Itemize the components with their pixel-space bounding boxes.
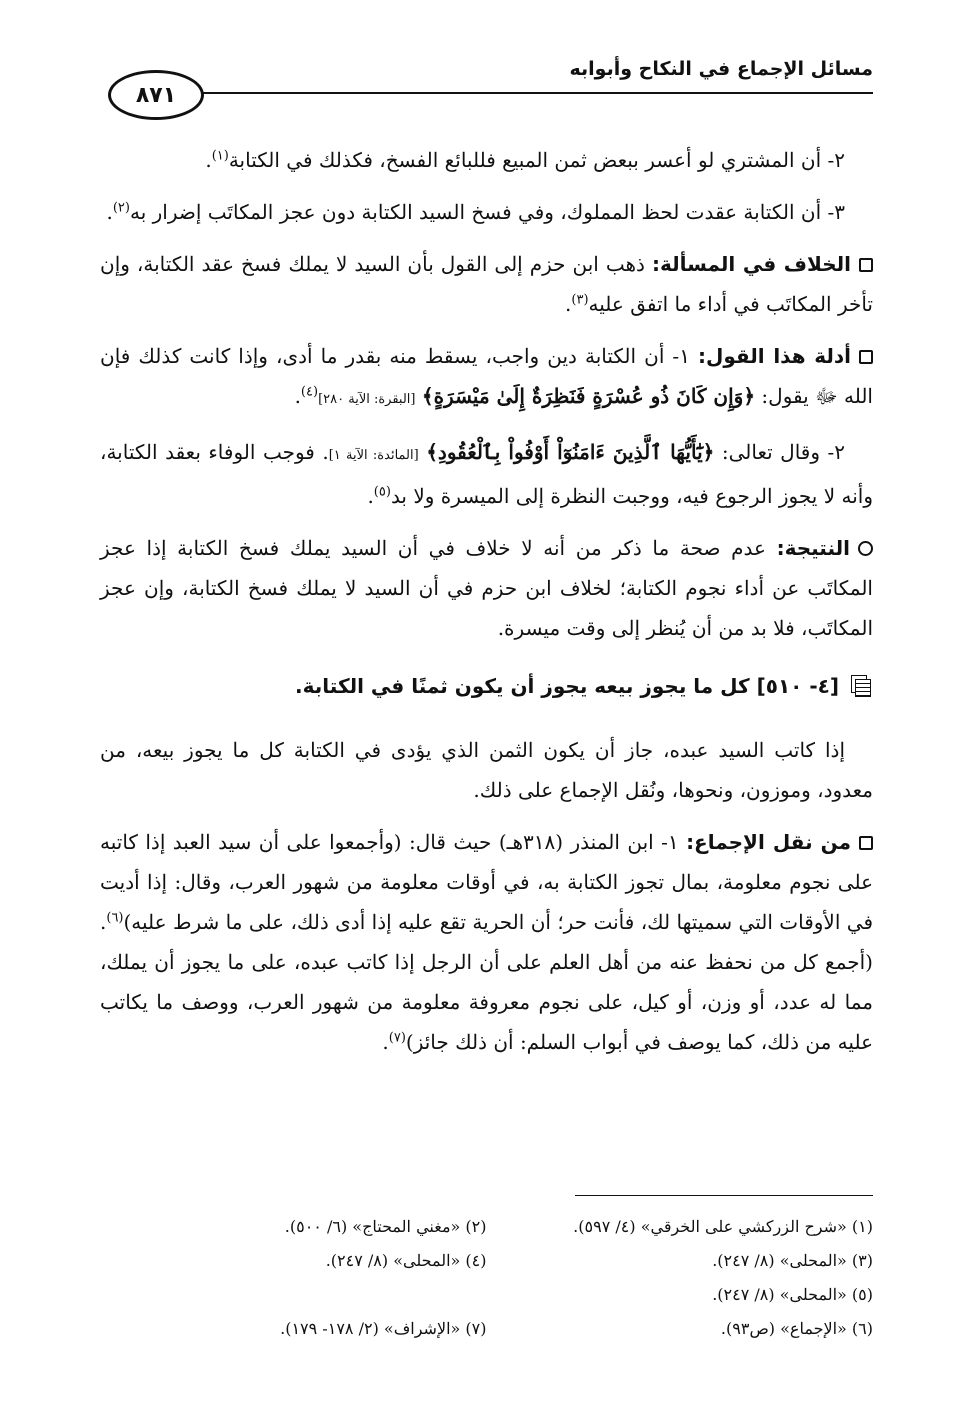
running-header-title: مسائل الإجماع في النكاح وأبوابه (569, 58, 873, 80)
quran-verse: ﴿وَإِن كَانَ ذُو عُسْرَةٍ فَنَظِرَةٌ إِلَىٰ مَيْسَرَةٍ﴾ (421, 384, 756, 408)
footnote-6: (٦) «الإجماع» (ص٩٣). (720, 1319, 873, 1338)
footnote-empty (100, 1278, 487, 1312)
footnote-ref-6[interactable]: (٦) (106, 910, 124, 926)
footnote-ref-4[interactable]: (٤) (300, 384, 319, 400)
footnote-2: (٢) «مغني المحتاج» (٦/ ٥٠٠). (284, 1217, 487, 1236)
paragraph-result: النتيجة: عدم صحة ما ذكر من أنه لا خلاف في أن السيد يملك فسخ الكتابة إذا عجز المكاتَب عن أداء نجوم الكتابة؛ لخلاف ابن حزم في أن السيد لا يملك فسخ الكتابة، وإن عجز المكاتَب، فلا بد من أن يُنظر إلى وقت ميسرة. (100, 536, 873, 640)
footnote-4: (٤) «المحلى» (٨/ ٢٤٧). (325, 1251, 487, 1270)
footnote-separator (575, 1195, 873, 1196)
footnote-ref-3[interactable]: (٣) (571, 292, 589, 308)
footnote-ref-1[interactable]: (١) (211, 148, 229, 164)
footnote-1: (١) «شرح الزركشي على الخرقي» (٤/ ٥٩٧). (573, 1217, 873, 1236)
footnote-ref-5[interactable]: (٥) (373, 484, 391, 500)
square-bullet-icon (859, 350, 873, 364)
verse-reference: [البقرة: الآية ٢٨٠] (318, 392, 416, 407)
paragraph-disagreement: الخلاف في المسألة: ذهب ابن حزم إلى القول بأن السيد لا يملك فسخ عقد الكتابة، وإن تأخر المكاتَب في أداء ما اتفق عليه$^{(٣)}$. (100, 252, 873, 316)
paragraph-consensus: من نقل الإجماع: ١- ابن المنذر (٣١٨هـ) حيث قال: (وأجمعوا على أن سيد العبد إذا كاتبه على نجوم معلومة، بمال تجوز الكتابة به، في أوقات معلومة من شهور العرب، وقال: إذا أديت في الأوقات التي سميتها لك، فأنت حر؛ أن الحرية تقع عليه إذا أدى ذلك، على ما شرط عليه)$^{(٦)}$. (أجمع كل من نحفظ عنه من أهل العلم على أن الرجل إذا كاتب عبده، على ما يجوز أن يملك، مما له عدد، أو وزن، أو كيل، على نجوم معروفة معلومة من شهور العرب، ووصف ما يكاتب عليه من ذلك، كما يوصف في أبواب السلم: أن ذلك جائز)$^{(٧)}$. (100, 830, 873, 1054)
footnote-ref-7[interactable]: (٧) (388, 1030, 406, 1046)
section-heading (100, 666, 873, 706)
footnote-row (100, 1278, 873, 1312)
paragraph-intro: إذا كاتب السيد عبده، جاز أن يكون الثمن الذي يؤدى في الكتابة كل ما يجوز بيعه، من معدود، وموزون، ونحوها، ونُقل الإجماع على ذلك. (100, 738, 873, 802)
header-rule (200, 92, 873, 94)
label-evidence: أدلة هذا القول: (698, 344, 852, 368)
paragraph-point-2: ٢- أن المشتري لو أعسر ببعض ثمن المبيع فللبائع الفسخ، فكذلك في الكتابة$^{(١)}$. (205, 148, 845, 172)
footnote-row (100, 1312, 873, 1346)
footnote-row (100, 1210, 873, 1244)
circle-bullet-icon (858, 541, 873, 556)
paragraph-evidence: أدلة هذا القول: ١- أن الكتابة دين واجب، يسقط منه بقدر ما أدى، وإذا كانت كذلك فإن الله ﷻ يقول: ﴿وَإِن كَانَ ذُو عُسْرَةٍ فَنَظِرَةٌ إِلَىٰ مَيْسَرَةٍ﴾ [البقرة: الآية ٢٨٠]$^{(٤)}$. (100, 344, 873, 408)
main-text (100, 140, 873, 1074)
footnote-5: (٥) «المحلى» (٨/ ٢٤٧). (712, 1285, 873, 1304)
footnote-7: (٧) «الإشراف» (٢/ ١٧٨- ١٧٩). (280, 1319, 487, 1338)
section-heading-text: [٤- ٥١٠] كل ما يجوز بيعه يجوز أن يكون ثمنًا في الكتابة. (295, 674, 839, 698)
verse-reference: [المائدة: الآية ١] (328, 448, 419, 463)
page-number: ٨٧١ (108, 70, 204, 120)
footnotes (100, 1210, 873, 1346)
square-bullet-icon (859, 258, 873, 272)
footnote-3: (٣) «المحلى» (٨/ ٢٤٧). (712, 1251, 873, 1270)
paragraph-text: ٢- أن المشتري لو أعسر ببعض ثمن المبيع فللبائع الفسخ، فكذلك في الكتابة (228, 148, 845, 172)
footnote-ref-2[interactable]: (٢) (112, 200, 130, 216)
paragraph-evidence-2: ٢- وقال تعالى: ﴿يَٰٓأَيُّهَا ٱلَّذِينَ ءَامَنُوٓاْ أَوْفُواْ بِٱلْعُقُودِ﴾ [المائدة: الآية ١]. فوجب الوفاء بعقد الكتابة، وأنه لا يجوز الرجوع فيه، ووجبت النظرة إلى الميسرة ولا بد$^{(٥)}$. (100, 440, 873, 508)
paragraph-point-3: ٣- أن الكتابة عقدت لحظ المملوك، وفي فسخ السيد الكتابة دون عجز المكاتَب إضرار به$^{(٢)}$. (106, 200, 845, 224)
paragraph-text: ٣- أن الكتابة عقدت لحظ المملوك، وفي فسخ السيد الكتابة دون عجز المكاتَب إضرار به (129, 200, 845, 224)
label-disagreement: الخلاف في المسألة: (651, 252, 851, 276)
label-consensus: من نقل الإجماع: (686, 830, 852, 854)
square-bullet-icon (859, 836, 873, 850)
document-stack-icon (851, 675, 873, 697)
label-result: النتيجة: (776, 536, 850, 560)
footnote-row (100, 1244, 873, 1278)
quran-verse: ﴿يَٰٓأَيُّهَا ٱلَّذِينَ ءَامَنُوٓاْ أَوْفُواْ بِٱلْعُقُودِ﴾ (426, 440, 715, 464)
